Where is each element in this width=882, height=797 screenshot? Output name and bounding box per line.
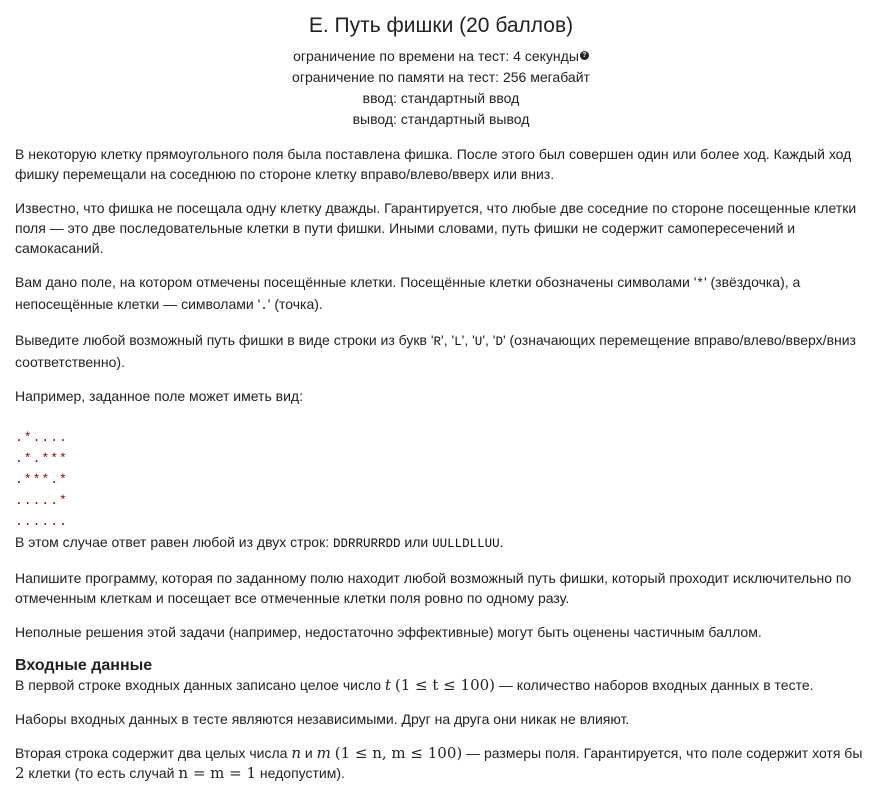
- text: — размеры поля. Гарантируется, что поле содержит хотя бы: [462, 745, 863, 761]
- output-spec: вывод: стандартный вывод: [352, 111, 530, 127]
- code-l: L: [454, 335, 462, 349]
- input-paragraph: [15, 675, 870, 695]
- text: Вторая строка содержит два целых числа: [15, 745, 292, 761]
- text: .: [499, 534, 504, 550]
- text: В этом случае ответ равен любой из двух строк:: [15, 534, 333, 550]
- grid-row: .***.*: [15, 472, 68, 487]
- statement-paragraph: [15, 272, 870, 316]
- grid-row: .*.***: [15, 451, 68, 466]
- math-m: m: [316, 744, 331, 762]
- statement-paragraph: В некоторую клетку прямоугольного поля была поставлена фишка. После этого был совершен один или более ход. Каждый ход фишку перемещали на соседнюю по стороне клетку вправо/влево/вверх или вниз.: [15, 146, 852, 182]
- text: недопустим).: [256, 765, 345, 781]
- problem-title: E. Путь фишки (20 баллов): [308, 14, 574, 37]
- code-r: R: [433, 335, 442, 349]
- code-dot: .: [260, 299, 268, 313]
- statement-paragraph: Неполные решения этой задачи (например, недостаточно эффективные) могут быть оценены частичным баллом.: [15, 624, 762, 640]
- text: ' (означающих перемещение вправо/влево/вверх/вниз соответственно).: [15, 332, 856, 370]
- math-n: n: [291, 744, 301, 762]
- answer-example: UULLDLLUU: [432, 537, 500, 551]
- memory-limit: ограничение по памяти на тест: 256 мегабайт: [292, 69, 590, 85]
- math-condition: (1 ≤ n, m ≤ 100): [334, 744, 463, 762]
- input-paragraph: [15, 743, 870, 783]
- statement-paragraph: Известно, что фишка не посещала одну клетку дважды. Гарантируется, что любые две соседние по стороне посещенные клетки поля — это две последовательные клетки в пути фишки. Иными словами, путь фишки не содержит самопересечений и самокасаний.: [15, 200, 857, 256]
- text: ' (точка).: [267, 296, 323, 312]
- code-star: *: [696, 277, 704, 291]
- statement-paragraph: [15, 532, 870, 554]
- code-d: D: [495, 335, 503, 349]
- text: ', ': [441, 332, 455, 348]
- math-condition: (1 ≤ t ≤ 100): [394, 676, 496, 694]
- math-equation: n = m = 1: [178, 764, 257, 782]
- example-grid: [15, 427, 870, 532]
- problem-header: [0, 0, 882, 130]
- problem-statement: [15, 144, 870, 797]
- math-t: t: [384, 676, 391, 694]
- statement-paragraph: Напишите программу, которая по заданному полю находит любой возможный путь фишки, который проходит исключительно по отмеченным клеткам и посещает все отмеченные клетки поля ровно по одному разу.: [15, 570, 852, 606]
- grid-row: ......: [15, 514, 68, 529]
- text: ' (звёздочка), а непосещённые клетки — символами ': [15, 274, 801, 312]
- input-paragraph: Наборы входных данных в тесте являются независимыми. Друг на друга они никак не влияют.: [15, 711, 630, 727]
- statement-paragraph: [15, 330, 870, 372]
- text: или: [400, 534, 433, 550]
- input-spec: ввод: стандартный ввод: [362, 90, 520, 106]
- help-icon[interactable]: ?: [580, 51, 589, 60]
- time-limit-text: ограничение по времени на тест: 4 секунды: [293, 48, 579, 64]
- text: клетки (то есть случай: [24, 765, 179, 781]
- grid-row: .....*: [15, 493, 68, 508]
- text: ', ': [461, 332, 475, 348]
- code-u: U: [474, 335, 483, 349]
- text: Вам дано поле, на котором отмечены посещённые клетки. Посещённые клетки обозначены символами ': [15, 274, 697, 290]
- input-heading: Входные данные: [15, 657, 153, 674]
- text: и: [300, 745, 317, 761]
- text: В первой строке входных данных записано целое число: [15, 677, 385, 693]
- answer-example: DDRRURRDD: [333, 537, 401, 551]
- text: ', ': [482, 332, 496, 348]
- math-two: 2: [15, 764, 25, 782]
- grid-row: .*....: [15, 430, 68, 445]
- text: — количество наборов входных данных в тесте.: [495, 677, 814, 693]
- statement-paragraph: Например, заданное поле может иметь вид:: [15, 388, 303, 404]
- text: Выведите любой возможный путь фишки в виде строки из букв ': [15, 332, 434, 348]
- time-limit: [0, 46, 882, 67]
